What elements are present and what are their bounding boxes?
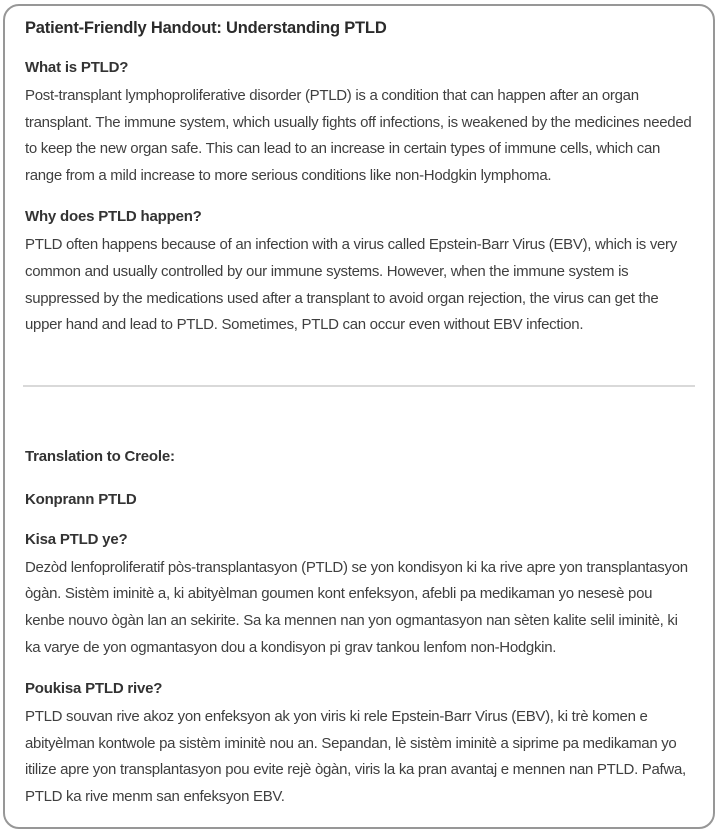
what-is-ptld-heading: What is PTLD? (25, 59, 129, 76)
handout-card (3, 4, 715, 829)
section-divider (23, 385, 695, 387)
kisa-ptld-ye-paragraph: Dezòd lenfoproliferatif pòs-transplantasyon (PTLD) se yon kondisyon ki ka rive apre yon transplantasyon ògàn. Sistèm iminitè a, ki abityèlman goumen kont enfeksyon, afebli pa medikaman yo nesesè pou kenbe nouvo ògàn lan an sekirite. Sa ka mennen nan yon ogmantasyon nan sèten kalite selil iminitè, ki ka varye de yon ogmantasyon dou a kondisyon pi grav tankou lenfom non-Hodgkin. (25, 558, 688, 656)
handout-title: Patient-Friendly Handout: Understanding PTLD (25, 19, 387, 37)
why-does-ptld-happen-heading: Why does PTLD happen? (25, 208, 202, 226)
translation-intro-label: Translation to Creole: (25, 447, 175, 465)
kisa-ptld-ye-heading: Kisa PTLD ye? (25, 530, 128, 548)
creole-section (23, 445, 695, 811)
what-is-ptld-paragraph: Post-transplant lymphoproliferative disorder (PTLD) is a condition that can happen after an organ transplant. The immune system, which usually fights off infections, is weakened by the medicines needed to keep the new organ safe. This can lead to an increase in certain types of immune cells, which can range from a mild increase to more serious conditions like non-Hodgkin lymphoma. (25, 87, 692, 184)
creole-handout-title: Konprann PTLD (25, 490, 137, 508)
poukisa-ptld-rive-heading: Poukisa PTLD rive? (25, 680, 163, 698)
poukisa-ptld-rive-paragraph: PTLD souvan rive akoz yon enfeksyon ak yon viris ki rele Epstein-Barr Virus (EBV), ki trè komen e abityèlman kontwole pa sistèm iminitè nou an. Sepandan, lè sistèm iminitè a siprime pa medikaman yo itilize apre yon transplantasyon pou evite rejè ògàn, viris la ka pran avantaj e mennen nan PTLD. Pafwa, PTLD ka rive menm san enfeksyon EBV. (25, 708, 686, 805)
english-section (23, 56, 695, 339)
why-does-ptld-happen-paragraph: PTLD often happens because of an infection with a virus called Epstein-Barr Virus (EBV), which is very common and usually controlled by our immune systems. However, when the immune system is suppressed by the medications used after a transplant to avoid organ rejection, the virus can get the upper hand and lead to PTLD. Sometimes, PTLD can occur even without EBV infection. (25, 236, 677, 334)
